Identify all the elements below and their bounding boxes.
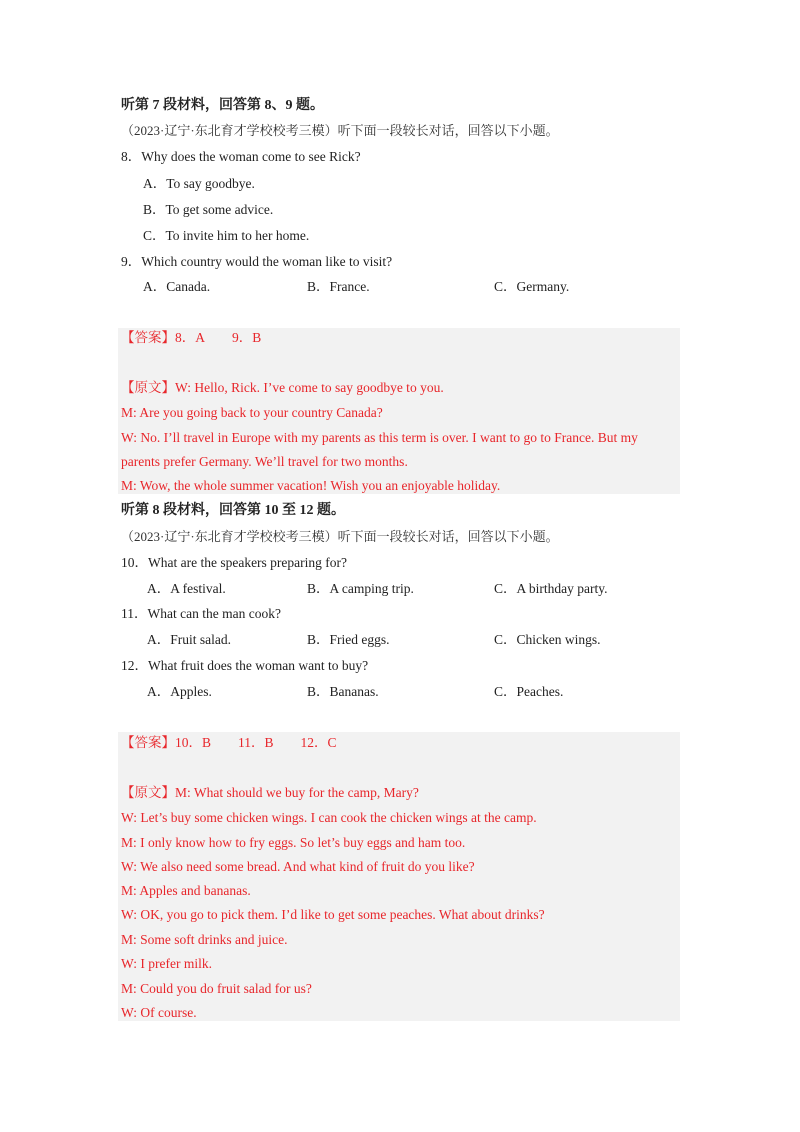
option-c: C．Peaches.: [494, 684, 564, 699]
option-c: C．To invite him to her home.: [143, 228, 310, 243]
question-source: （2023·辽宁·东北育才学校校考三模）听下面一段较长对话，回答以下小题。: [121, 123, 559, 138]
transcript-line: parents prefer Germany. We’ll travel for two months.: [121, 454, 408, 469]
option-b: B．To get some advice.: [143, 202, 274, 217]
transcript-line: M: Could you do fruit salad for us?: [121, 981, 312, 996]
option-c: C．Germany.: [494, 279, 570, 294]
option-a: A．Fruit salad.: [147, 632, 231, 647]
question-stem: 11．What can the man cook?: [121, 606, 281, 621]
option-b: B．Fried eggs.: [307, 632, 390, 647]
transcript-line: M: Apples and bananas.: [121, 883, 251, 898]
option-c: C．Chicken wings.: [494, 632, 601, 647]
transcript-line: M: Are you going back to your country Canada?: [121, 405, 383, 420]
question-stem: 12．What fruit does the woman want to buy?: [121, 658, 369, 673]
section-heading: 听第 7 段材料，回答第 8、9 题。: [121, 98, 324, 113]
transcript-line: 【原文】W: Hello, Rick. I’ve come to say goodbye to you.: [121, 380, 444, 395]
transcript-line: W: Let’s buy some chicken wings. I can cook the chicken wings at the camp.: [121, 810, 537, 825]
transcript-line: W: We also need some bread. And what kind of fruit do you like?: [121, 859, 475, 874]
option-a: A．Apples.: [147, 684, 212, 699]
question-stem: 10．What are the speakers preparing for?: [121, 555, 348, 570]
transcript-line: W: I prefer milk.: [121, 956, 212, 971]
option-a: A．Canada.: [143, 279, 211, 294]
transcript-line: M: Some soft drinks and juice.: [121, 932, 288, 947]
option-b: B．Bananas.: [307, 684, 379, 699]
transcript-line: M: Wow, the whole summer vacation! Wish you an enjoyable holiday.: [121, 478, 501, 493]
answer-key: 【答案】10．B 11．B 12．C: [121, 735, 337, 750]
option-a: A．A festival.: [147, 581, 226, 596]
option-b: B．A camping trip.: [307, 581, 414, 596]
transcript-line: W: No. I’ll travel in Europe with my parents as this term is over. I want to go to France. But my: [121, 430, 638, 445]
transcript-line: M: I only know how to fry eggs. So let’s buy eggs and ham too.: [121, 835, 466, 850]
answer-key: 【答案】8．A 9．B: [121, 330, 262, 345]
section-heading: 听第 8 段材料，回答第 10 至 12 题。: [121, 503, 345, 518]
question-source: （2023·辽宁·东北育才学校校考三模）听下面一段较长对话，回答以下小题。: [121, 529, 559, 544]
option-b: B．France.: [307, 279, 370, 294]
transcript-line: 【原文】M: What should we buy for the camp, Mary?: [121, 785, 419, 800]
answer-box: [118, 732, 680, 1021]
option-c: C．A birthday party.: [494, 581, 608, 596]
question-stem: 9．Which country would the woman like to visit?: [121, 254, 393, 269]
transcript-line: W: OK, you go to pick them. I’d like to get some peaches. What about drinks?: [121, 907, 545, 922]
option-a: A．To say goodbye.: [143, 176, 255, 191]
transcript-line: W: Of course.: [121, 1005, 197, 1020]
question-stem: 8．Why does the woman come to see Rick?: [121, 149, 361, 164]
